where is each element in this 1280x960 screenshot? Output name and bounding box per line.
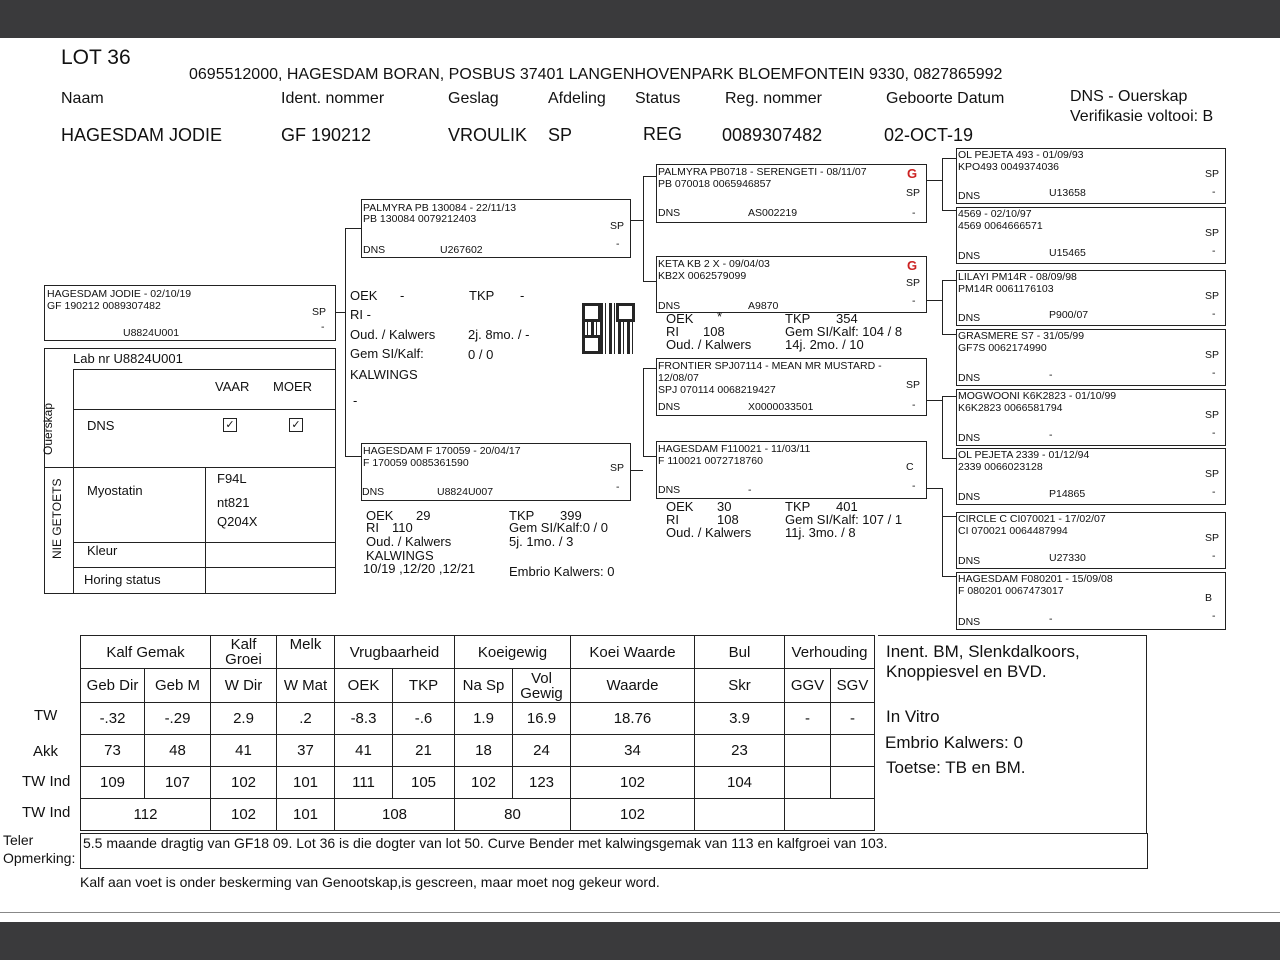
tw-ind2-koeigewig: 80 [455,799,571,831]
tw-value-cell: 1.9 [455,703,513,735]
twind-value-cell: 104 [695,767,785,799]
tw-value-cell: 2.9 [211,703,277,735]
connector [643,368,656,369]
ggp-line2: PM14R 0061176103 [958,283,1054,295]
gs2-ri-value: 108 [703,324,725,339]
tw-value-cell: - [785,703,831,735]
gs4-oud-label: Oud. / Kalwers [666,525,752,540]
tw-ind2-bul [695,799,785,831]
lot-number: LOT 36 [61,46,131,69]
ggp-dash: - [1212,610,1216,622]
ggp-dash: - [1212,427,1216,439]
ggp-line2: KPO493 0049374036 [958,161,1060,173]
ggp-dash: - [1212,186,1216,198]
connector [630,220,643,221]
akk-value-cell: 24 [513,735,571,767]
test-panel [41,348,336,594]
gs4-dash: - [912,480,916,492]
gs4-sp: C [906,461,914,473]
ggp-dash: - [1212,550,1216,562]
gs4-oud-value: 11j. 3mo. / 8 [785,525,856,540]
sire-box [361,199,631,258]
gs3-dns: DNS [658,401,681,413]
subject-line2: GF 190212 0089307482 [47,300,161,312]
ggp-line2: 2339 0066023128 [958,461,1043,473]
subheader-cell: SGV [831,669,875,703]
ggp-dns: DNS [958,372,981,384]
great-grandparent-box [956,572,1226,630]
ggp-sp: SP [1205,349,1220,361]
myostatin-label: Myostatin [87,483,143,498]
dam-line2: F 170059 0085361590 [363,457,469,469]
inent-line2: Knoppiesvel en BVD. [886,662,1047,681]
akk-value-cell: 73 [81,735,145,767]
ggp-code: U27330 [1049,552,1086,564]
header-geslag: Geslag [448,90,499,107]
akk-value-cell: 23 [695,735,785,767]
akk-value-cell: 48 [145,735,211,767]
lab-number: Lab nr U8824U001 [73,351,183,366]
connector [942,158,956,159]
ggp-dns: DNS [958,250,981,262]
twind-value-cell: 101 [277,767,335,799]
gs3-sp: SP [906,379,921,391]
group-bul: Bul [695,636,785,669]
dam-oek-label: OEK [366,508,394,523]
ggp-line1: 4569 - 02/10/97 [958,208,1032,220]
sire-dash: - [616,238,620,250]
great-grandparent-box [956,329,1226,386]
ggp-line1: MOGWOONI K6K2823 - 01/10/99 [958,390,1117,402]
page-divider [0,912,1280,913]
subheader-cell: W Mat [277,669,335,703]
connector [643,368,644,456]
sire-line2: PB 130084 0079212403 [363,213,477,225]
granddam-2-box [656,441,927,499]
header-status: Status [635,90,681,107]
gs3-code: X0000033501 [748,401,814,413]
dam-dash: - [616,481,620,493]
ouerskap-label: Ouerskap [41,402,55,455]
dam-oek-value: 29 [416,508,431,523]
connector [942,280,956,281]
row-label-tw-ind: TW Ind [22,773,71,790]
gs4-oek-value: 30 [717,499,732,514]
breeder-logo-icon: G [907,166,918,181]
dns-label: DNS [87,418,115,433]
great-grandparent-box [956,512,1226,569]
kleur-label: Kleur [87,543,118,558]
gs3-line1b: 12/08/07 [658,372,699,384]
akk-value-cell: 21 [393,735,455,767]
ggp-code: - [1049,613,1053,625]
moer-label: MOER [273,379,312,394]
vaar-checkbox: ✓ [223,418,237,432]
breeding-values-table [80,635,875,831]
twind-value-cell: 102 [455,767,513,799]
tw-value-cell: -.29 [145,703,211,735]
ggp-sp: B [1205,592,1213,604]
akk-value-cell: 18 [455,735,513,767]
dam-embrio: Embrio Kalwers: 0 [509,564,615,579]
twind-value-cell [785,767,831,799]
twind-value-cell: 111 [335,767,393,799]
gs2-oek-value: * [717,309,723,324]
gs4-line1: HAGESDAM F110021 - 11/03/11 [658,443,811,455]
connector [942,516,956,517]
grandsire-1-box [656,164,927,223]
footer-note: Kalf aan voet is onder beskerming van Genootskap,is gescreen, maar moet nog gekeur word. [80,874,660,890]
inent-line1: Inent. BM, Slenkdalkoors, [886,642,1080,661]
tw-ind2-melk: 101 [277,799,335,831]
tw-ind2-verhouding [785,799,875,831]
ggp-line1: HAGESDAM F080201 - 15/09/08 [958,573,1113,585]
row-label-tw: TW [34,707,58,724]
owner-line: 0695512000, HAGESDAM BORAN, POSBUS 37401 LANGENHOVENPARK BLOEMFONTEIN 9330, 0827865992 [189,66,1003,83]
gs3-dash: - [912,399,916,411]
sire-gem-value: 0 / 0 [468,347,494,362]
great-grandparent-box [956,448,1226,505]
row-label-tw-ind-2: TW Ind [22,804,71,821]
ggp-line1: CIRCLE C CI070021 - 17/02/07 [958,513,1106,525]
sire-tkp-value: - [520,288,525,303]
header-dns: DNS - Ouerskap [1070,88,1188,105]
connector [942,576,956,577]
animal-status: REG [643,124,683,144]
twind-value-cell: 109 [81,767,145,799]
great-grandparent-box [956,148,1226,204]
gs2-tkp-value: 354 [836,311,858,326]
subject-dash: - [321,321,325,333]
twind-value-cell: 105 [393,767,455,799]
notes-box [878,635,1147,836]
subheader-cell: W Dir [211,669,277,703]
tw-value-cell: 3.9 [695,703,785,735]
subheader-cell: Waarde [571,669,695,703]
connector [345,228,346,456]
ggp-line2: CI 070021 0064487994 [958,525,1068,537]
sire-ri: RI - [350,307,371,322]
animal-name: HAGESDAM JODIE [61,125,223,145]
gs4-dns: DNS [658,484,681,496]
akk-value-cell [785,735,831,767]
dam-tkp-value: 399 [560,508,582,523]
animal-afdeling: SP [548,125,573,145]
qr-code-icon [582,303,635,354]
dam-line1: HAGESDAM F 170059 - 20/04/17 [363,445,521,457]
gs1-code: AS002219 [748,207,798,219]
tw-value-cell: .2 [277,703,335,735]
header-geboorte: Geboorte Datum [886,90,1005,107]
ggp-sp: SP [1205,168,1220,180]
group-kalf-gemak: Kalf Gemak [81,636,211,669]
gs2-oud-label: Oud. / Kalwers [666,337,752,352]
sire-dns: DNS [363,244,386,256]
ggp-line1: LILAYI PM14R - 08/09/98 [958,271,1077,283]
sire-code: U267602 [440,244,483,256]
tw-ind2-vrugbaarheid: 108 [335,799,455,831]
tw-value-cell: 16.9 [513,703,571,735]
toetse: Toetse: TB en BM. [886,758,1026,777]
dam-ri-value: 110 [392,520,413,535]
gs2-ri-label: RI [666,324,679,339]
myostatin-val-3: Q204X [217,514,258,529]
akk-value-cell [831,735,875,767]
ggp-line1: GRASMERE S7 - 31/05/99 [958,330,1085,342]
ggp-code: - [1049,429,1053,441]
sire-tkp-label: TKP [469,288,495,303]
tw-ind2-koei-waarde: 102 [571,799,695,831]
ggp-sp: SP [1205,468,1220,480]
subheader-cell: Skr [695,669,785,703]
ggp-sp: SP [1205,409,1220,421]
dam-box [361,443,631,501]
ggp-code: - [1049,369,1053,381]
connector [942,396,943,458]
gs2-oud-value: 14j. 2mo. / 10 [785,337,864,352]
gs4-tkp-value: 401 [836,499,858,514]
ggp-code: U15465 [1049,247,1086,259]
sire-line1: PALMYRA PB 130084 - 22/11/13 [363,202,517,214]
tw-ind2-kalf-groei: 102 [211,799,277,831]
group-koei-waarde: Koei Waarde [571,636,695,669]
akk-value-cell: 41 [211,735,277,767]
connector [643,176,656,177]
great-grandparent-box [956,270,1226,326]
group-melk: Melk [277,636,335,669]
granddam-1-box [656,358,927,416]
nie-getoets-label: NIE GETOETS [50,478,64,559]
ggp-line1: OL PEJETA 2339 - 01/12/94 [958,449,1090,461]
connector [942,158,943,210]
twind-value-cell: 107 [145,767,211,799]
ggp-code: P14865 [1049,488,1086,500]
ggp-line2: 4569 0064666571 [958,220,1043,232]
twind-value-cell: 102 [211,767,277,799]
ggp-dash: - [1212,367,1216,379]
vaar-label: VAAR [215,379,250,394]
remarks-text: 5.5 maande dragtig van GF18 09. Lot 36 is die dogter van lot 50. Curve Bender met kalwingsgemak van 113 en kalfgroei van 103. [83,835,888,851]
subheader-cell: Na Sp [455,669,513,703]
subject-pedigree-box [44,285,336,341]
ggp-dns: DNS [958,312,981,324]
connector [942,396,956,397]
group-verhouding: Verhouding [785,636,875,669]
dam-oud-label: Oud. / Kalwers [366,534,452,549]
subject-sp: SP [312,306,327,318]
header-afdeling: Afdeling [548,90,606,107]
twind-value-cell [831,767,875,799]
header-ident: Ident. nommer [281,90,385,107]
header-reg: Reg. nommer [725,90,822,107]
header-naam: Naam [61,90,104,107]
tw-value-cell: - [831,703,875,735]
connector [643,281,656,282]
sire-oek-label: OEK [350,288,378,303]
tw-value-cell: 18.76 [571,703,695,735]
embrio-kalwers: Embrio Kalwers: 0 [885,733,1023,752]
row-label-akk: Akk [33,743,59,760]
animal-ident: GF 190212 [281,125,372,145]
subheader-cell: TKP [393,669,455,703]
ggp-code: P900/07 [1049,309,1089,321]
connector [926,300,942,301]
gs1-sp: SP [906,187,921,199]
gs2-code: A9870 [748,300,779,312]
gs1-dash: - [912,207,916,219]
sire-oud-value: 2j. 8mo. / - [468,327,530,342]
gs4-line2: F 110021 0072718760 [658,455,763,467]
gs1-line2: PB 070018 0065946857 [658,178,772,190]
dam-tkp-label: TKP [509,508,535,523]
gs4-code: - [748,484,752,496]
connector [643,456,656,457]
animal-reg: 0089307482 [722,125,823,145]
gs2-sp: SP [906,277,921,289]
connector [942,458,956,459]
connector [345,456,361,457]
akk-value-cell: 34 [571,735,695,767]
sire-kalwings-value: - [353,393,358,408]
sire-kalwings-label: KALWINGS [350,367,418,382]
connector [643,176,644,281]
sire-sp: SP [610,220,625,232]
gs2-line2: KB2X 0062579099 [658,270,747,282]
in-vitro: In Vitro [886,707,940,726]
ggp-dns: DNS [958,555,981,567]
ggp-dash: - [1212,308,1216,320]
dam-kalwings-label: KALWINGS [366,548,434,563]
connector [630,470,643,471]
gs2-tkp-label: TKP [785,311,811,326]
grandsire-2-box [656,256,927,313]
connector [926,400,942,401]
connector [942,210,956,211]
myostatin-val-2: nt821 [217,495,250,510]
subheader-cell: OEK [335,669,393,703]
connector [942,334,956,335]
gs2-dns: DNS [658,300,681,312]
sire-oek-value: - [400,288,405,303]
ggp-line2: K6K2823 0066581794 [958,402,1063,414]
gs2-line1: KETA KB 2 X - 09/04/03 [658,258,770,270]
teler-label: Teler [3,832,34,848]
dam-oud-value: 5j. 1mo. / 3 [509,534,574,549]
horing-label: Horing status [84,572,161,587]
gs1-line1: PALMYRA PB0718 - SERENGETI - 08/11/07 [658,166,867,178]
gs4-tkp-label: TKP [785,499,811,514]
subheader-cell: Vol Gewig [513,669,571,703]
twind-value-cell: 123 [513,767,571,799]
ggp-sp: SP [1205,227,1220,239]
connector [345,228,361,229]
animal-geslag: VROULIK [448,125,528,145]
dam-kalwings-value: 10/19 ,12/20 ,12/21 [363,561,476,576]
akk-value-cell: 37 [277,735,335,767]
connector [926,488,942,489]
gs3-line2: SPJ 070114 0068219427 [658,384,776,396]
ggp-dns: DNS [958,616,981,628]
group-kalf-groei: Kalf Groei [211,636,277,669]
twind-value-cell: 102 [571,767,695,799]
ggp-line1: OL PEJETA 493 - 01/09/93 [958,149,1084,161]
ggp-line2: F 080201 0067473017 [958,585,1064,597]
ggp-code: U13658 [1049,187,1086,199]
tw-value-cell: -.6 [393,703,455,735]
connector [942,280,943,334]
dam-gem: Gem SI/Kalf:0 / 0 [509,520,608,535]
breeder-logo-icon: G [907,258,918,273]
connector [942,488,943,576]
subject-code: U8824U001 [123,327,180,339]
gs4-gem: Gem SI/Kalf: 107 / 1 [785,512,903,527]
subheader-cell: Geb Dir [81,669,145,703]
connector [335,312,345,313]
subheader-cell: GGV [785,669,831,703]
gs4-ri-value: 108 [717,512,739,527]
ggp-dns: DNS [958,190,981,202]
group-koeigewig: Koeigewig [455,636,571,669]
ggp-line2: GF7S 0062174990 [958,342,1047,354]
ggp-sp: SP [1205,290,1220,302]
gs4-ri-label: RI [666,512,679,527]
gs2-gem: Gem SI/Kalf: 104 / 8 [785,324,903,339]
group-vrugbaarheid: Vrugbaarheid [335,636,455,669]
tw-ind2-kalf-gemak: 112 [81,799,211,831]
subheader-cell: Geb M [145,669,211,703]
gs2-dash: - [912,295,916,307]
dam-sp: SP [610,462,625,474]
ggp-dash: - [1212,245,1216,257]
dam-code: U8824U007 [437,486,494,498]
moer-checkbox: ✓ [289,418,303,432]
tw-value-cell: -8.3 [335,703,393,735]
remarks-box [80,833,1148,869]
sire-oud-label: Oud. / Kalwers [350,327,436,342]
ggp-dns: DNS [958,432,981,444]
header-verifikasie: Verifikasie voltooi: B [1070,108,1214,125]
great-grandparent-box [956,389,1226,446]
gs1-dns: DNS [658,207,681,219]
ggp-dns: DNS [958,491,981,503]
dam-ri-label: RI [366,520,379,535]
sire-gem-label: Gem SI/Kalf: [350,346,424,361]
tw-value-cell: -.32 [81,703,145,735]
animal-geboorte: 02-OCT-19 [884,125,974,145]
opmerking-label: Opmerking: [3,850,76,866]
gs3-line1: FRONTIER SPJ07114 - MEAN MR MUSTARD - [658,360,882,372]
gs2-oek-label: OEK [666,311,694,326]
ggp-sp: SP [1205,532,1220,544]
akk-value-cell: 41 [335,735,393,767]
gs4-oek-label: OEK [666,499,694,514]
myostatin-val-1: F94L [217,471,247,486]
ggp-dash: - [1212,486,1216,498]
connector [926,180,942,181]
great-grandparent-box [956,207,1226,264]
dam-dns: DNS [362,486,385,498]
subject-line1: HAGESDAM JODIE - 02/10/19 [47,288,192,300]
